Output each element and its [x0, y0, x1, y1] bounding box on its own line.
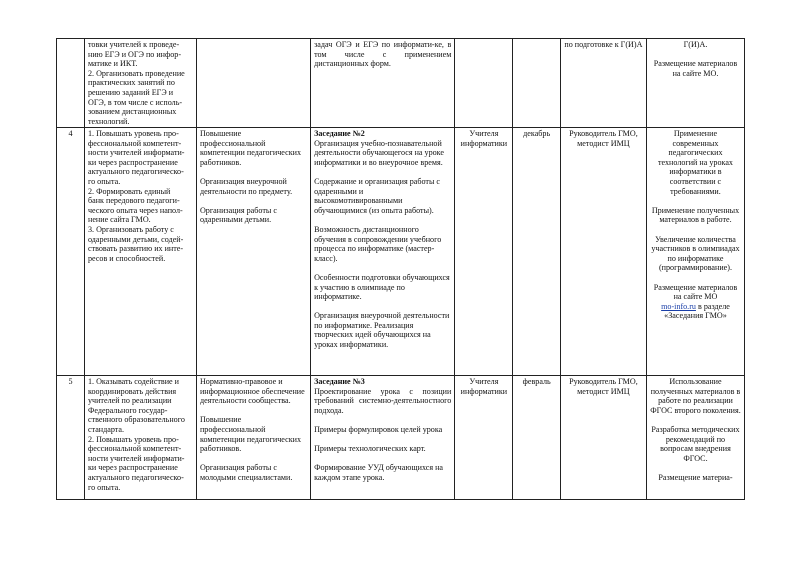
goal-line: нию ЕГЭ и ОГЭ по инфор-: [87, 49, 182, 59]
date-cell: [513, 39, 560, 128]
goal-line: ственного образовательного: [87, 415, 185, 425]
content-cell: [311, 128, 455, 376]
result-paragraph: Увеличение количества участников в олимпиадах по информатике (программирование).: [651, 234, 740, 273]
goal-line: ствовать развитию их инте-: [87, 244, 184, 254]
goals-cell: [84, 376, 196, 500]
goals-cell: [84, 128, 196, 376]
goal-line: координировать действия: [87, 386, 177, 396]
goal-line: банк передового педагоги-: [87, 196, 180, 206]
direction-paragraph: Организация работы с молодыми специалистами.: [199, 463, 293, 482]
content-paragraph: Формирование УУД обучающихся на каждом этапе урока.: [314, 463, 444, 482]
goal-line: ческого опыта через напол-: [87, 205, 183, 215]
goal-line: ки через распространение: [87, 463, 178, 473]
responsible-cell: Руководитель ГМО, методист ИМЦ: [560, 376, 646, 500]
result-link-prefix: Размещение материалов на сайте МО: [653, 282, 738, 302]
goal-line: ресов и способностей.: [87, 253, 166, 263]
goal-line: 2. Формировать единый: [87, 186, 171, 196]
goal-line: матике и ИКТ.: [87, 59, 138, 69]
direction-paragraph: Повышение профессиональной компетенции педагогических работников.: [199, 415, 302, 454]
result-paragraph: Применение полученных материалов в работе.: [651, 205, 740, 225]
table-row: [57, 39, 745, 128]
goal-line: 2. Организовать проведение: [87, 68, 185, 78]
goal-line: ности учителей информати-: [87, 453, 185, 463]
directions-cell: [196, 128, 310, 376]
content-cell: [311, 39, 455, 128]
goal-line: фессиональной компетент-: [87, 138, 182, 148]
content-cell: [311, 376, 455, 500]
goal-line: го опыта.: [87, 482, 121, 492]
content-paragraph: Организация внеурочной деятельности по информатике. Реализация творческих идей обучающихся на уроках информатики.: [314, 311, 450, 350]
goal-line: товки учителей к проведе-: [87, 40, 180, 49]
goal-line: 1. Повышать уровень про-: [87, 129, 179, 138]
content-paragraph: задач ОГЭ и ЕГЭ по информати-ке, в том числе с применением дистанционных форм.: [314, 40, 452, 69]
goal-line: фессиональной компетент-: [87, 444, 182, 454]
goal-line: 1. Оказывать содействие и: [87, 377, 179, 386]
result-paragraph: Использование полученных материалов в работе по реализации ФГОС второго поколения.: [650, 377, 741, 415]
direction-paragraph: Нормативно-правовое и информационное обеспечение деятельности сообщества.: [199, 377, 305, 406]
goal-line: 2. Повышать уровень про-: [87, 434, 179, 444]
result-link-suffix: в разделе «Заседания ГМО»: [664, 301, 730, 321]
responsible-cell: Руководитель ГМО, методист ИМЦ: [560, 128, 646, 376]
goal-line: технологий.: [87, 116, 130, 126]
work-plan-table: [56, 38, 745, 500]
goal-line: учителей по реализации: [87, 396, 172, 406]
results-cell: [646, 39, 744, 128]
row-number: 5: [57, 376, 85, 500]
result-paragraph: Разработка методических рекомендаций по вопросам внедрения ФГОС.: [651, 424, 740, 463]
mo-info-link[interactable]: mo-info.ru: [661, 301, 696, 311]
result-paragraph: Применение современных педагогических технологий на уроках информатики в соответствии с требованиями.: [657, 129, 733, 196]
participants-cell: Учителя информатики: [455, 376, 513, 500]
goal-line: зованием дистанционных: [87, 107, 177, 117]
responsible-cell: по подготовке к Г(И)А: [560, 39, 646, 128]
row-number: [57, 39, 85, 128]
result-paragraph: [650, 283, 741, 321]
content-paragraph: Содержание и организация работы с одаренными и высокомотивированными обучающимися (из опыта работы).: [314, 176, 441, 215]
date-cell: февраль: [513, 376, 560, 500]
goal-line: ности учителей информати-: [87, 148, 185, 158]
directions-cell: [196, 39, 310, 128]
table-row: [57, 128, 745, 376]
goals-cell: [84, 39, 196, 128]
result-paragraph: Размещение материалов на сайте МО.: [653, 59, 738, 78]
participants-cell: Учителя информатики: [455, 128, 513, 376]
content-paragraph: Проектирование урока с позиции требований системно-деятельностного подхода.: [314, 386, 452, 415]
meeting-title: Заседание №3: [314, 377, 365, 386]
date-cell: декабрь: [513, 128, 560, 376]
meeting-title: Заседание №2: [314, 129, 365, 138]
goal-line: решению заданий ЕГЭ и: [87, 87, 174, 97]
goal-line: 3. Организовать работу с: [87, 224, 174, 234]
goal-line: актуального педагогическо-: [87, 167, 184, 177]
goal-line: актуального педагогическо-: [87, 472, 184, 482]
table-row: [57, 376, 745, 500]
content-paragraph: Организация учебно-познавательной деятельности обучающегося на уроке информатики и во внеурочное время.: [314, 138, 444, 167]
content-paragraph: Особенности подготовки обучающихся к участию в олимпиаде по информатике.: [314, 272, 450, 302]
goal-line: одаренными детьми, содей-: [87, 234, 184, 244]
direction-paragraph: Организация внеурочной деятельности по предмету.: [199, 176, 293, 196]
direction-paragraph: Организация работы с одаренными детьми.: [199, 205, 277, 225]
content-paragraph: Примеры формулировок целей урока: [314, 424, 443, 434]
results-cell: [646, 376, 744, 500]
participants-cell: [455, 39, 513, 128]
result-paragraph: Размещение материа-: [658, 472, 733, 482]
result-paragraph: Г(И)А.: [683, 40, 708, 49]
content-paragraph: Возможность дистанционного обучения в сопровождении учебного процесса по информатике (мастер-класс).: [314, 224, 442, 263]
results-cell: [646, 128, 744, 376]
goal-line: ки через распространение: [87, 157, 178, 167]
goal-line: ОГЭ, в том числе с исполь-: [87, 97, 183, 107]
direction-paragraph: Повышение профессиональной компетенции педагогических работников.: [199, 129, 302, 167]
goal-line: го опыта.: [87, 176, 121, 186]
goal-line: Федерального государ-: [87, 405, 168, 415]
goal-line: стандарта.: [87, 424, 125, 434]
content-paragraph: Примеры технологических карт.: [314, 444, 426, 454]
directions-cell: [196, 376, 310, 500]
goal-line: нение сайта ГМО.: [87, 215, 151, 225]
row-number: 4: [57, 128, 85, 376]
goal-line: практических занятий по: [87, 78, 175, 88]
